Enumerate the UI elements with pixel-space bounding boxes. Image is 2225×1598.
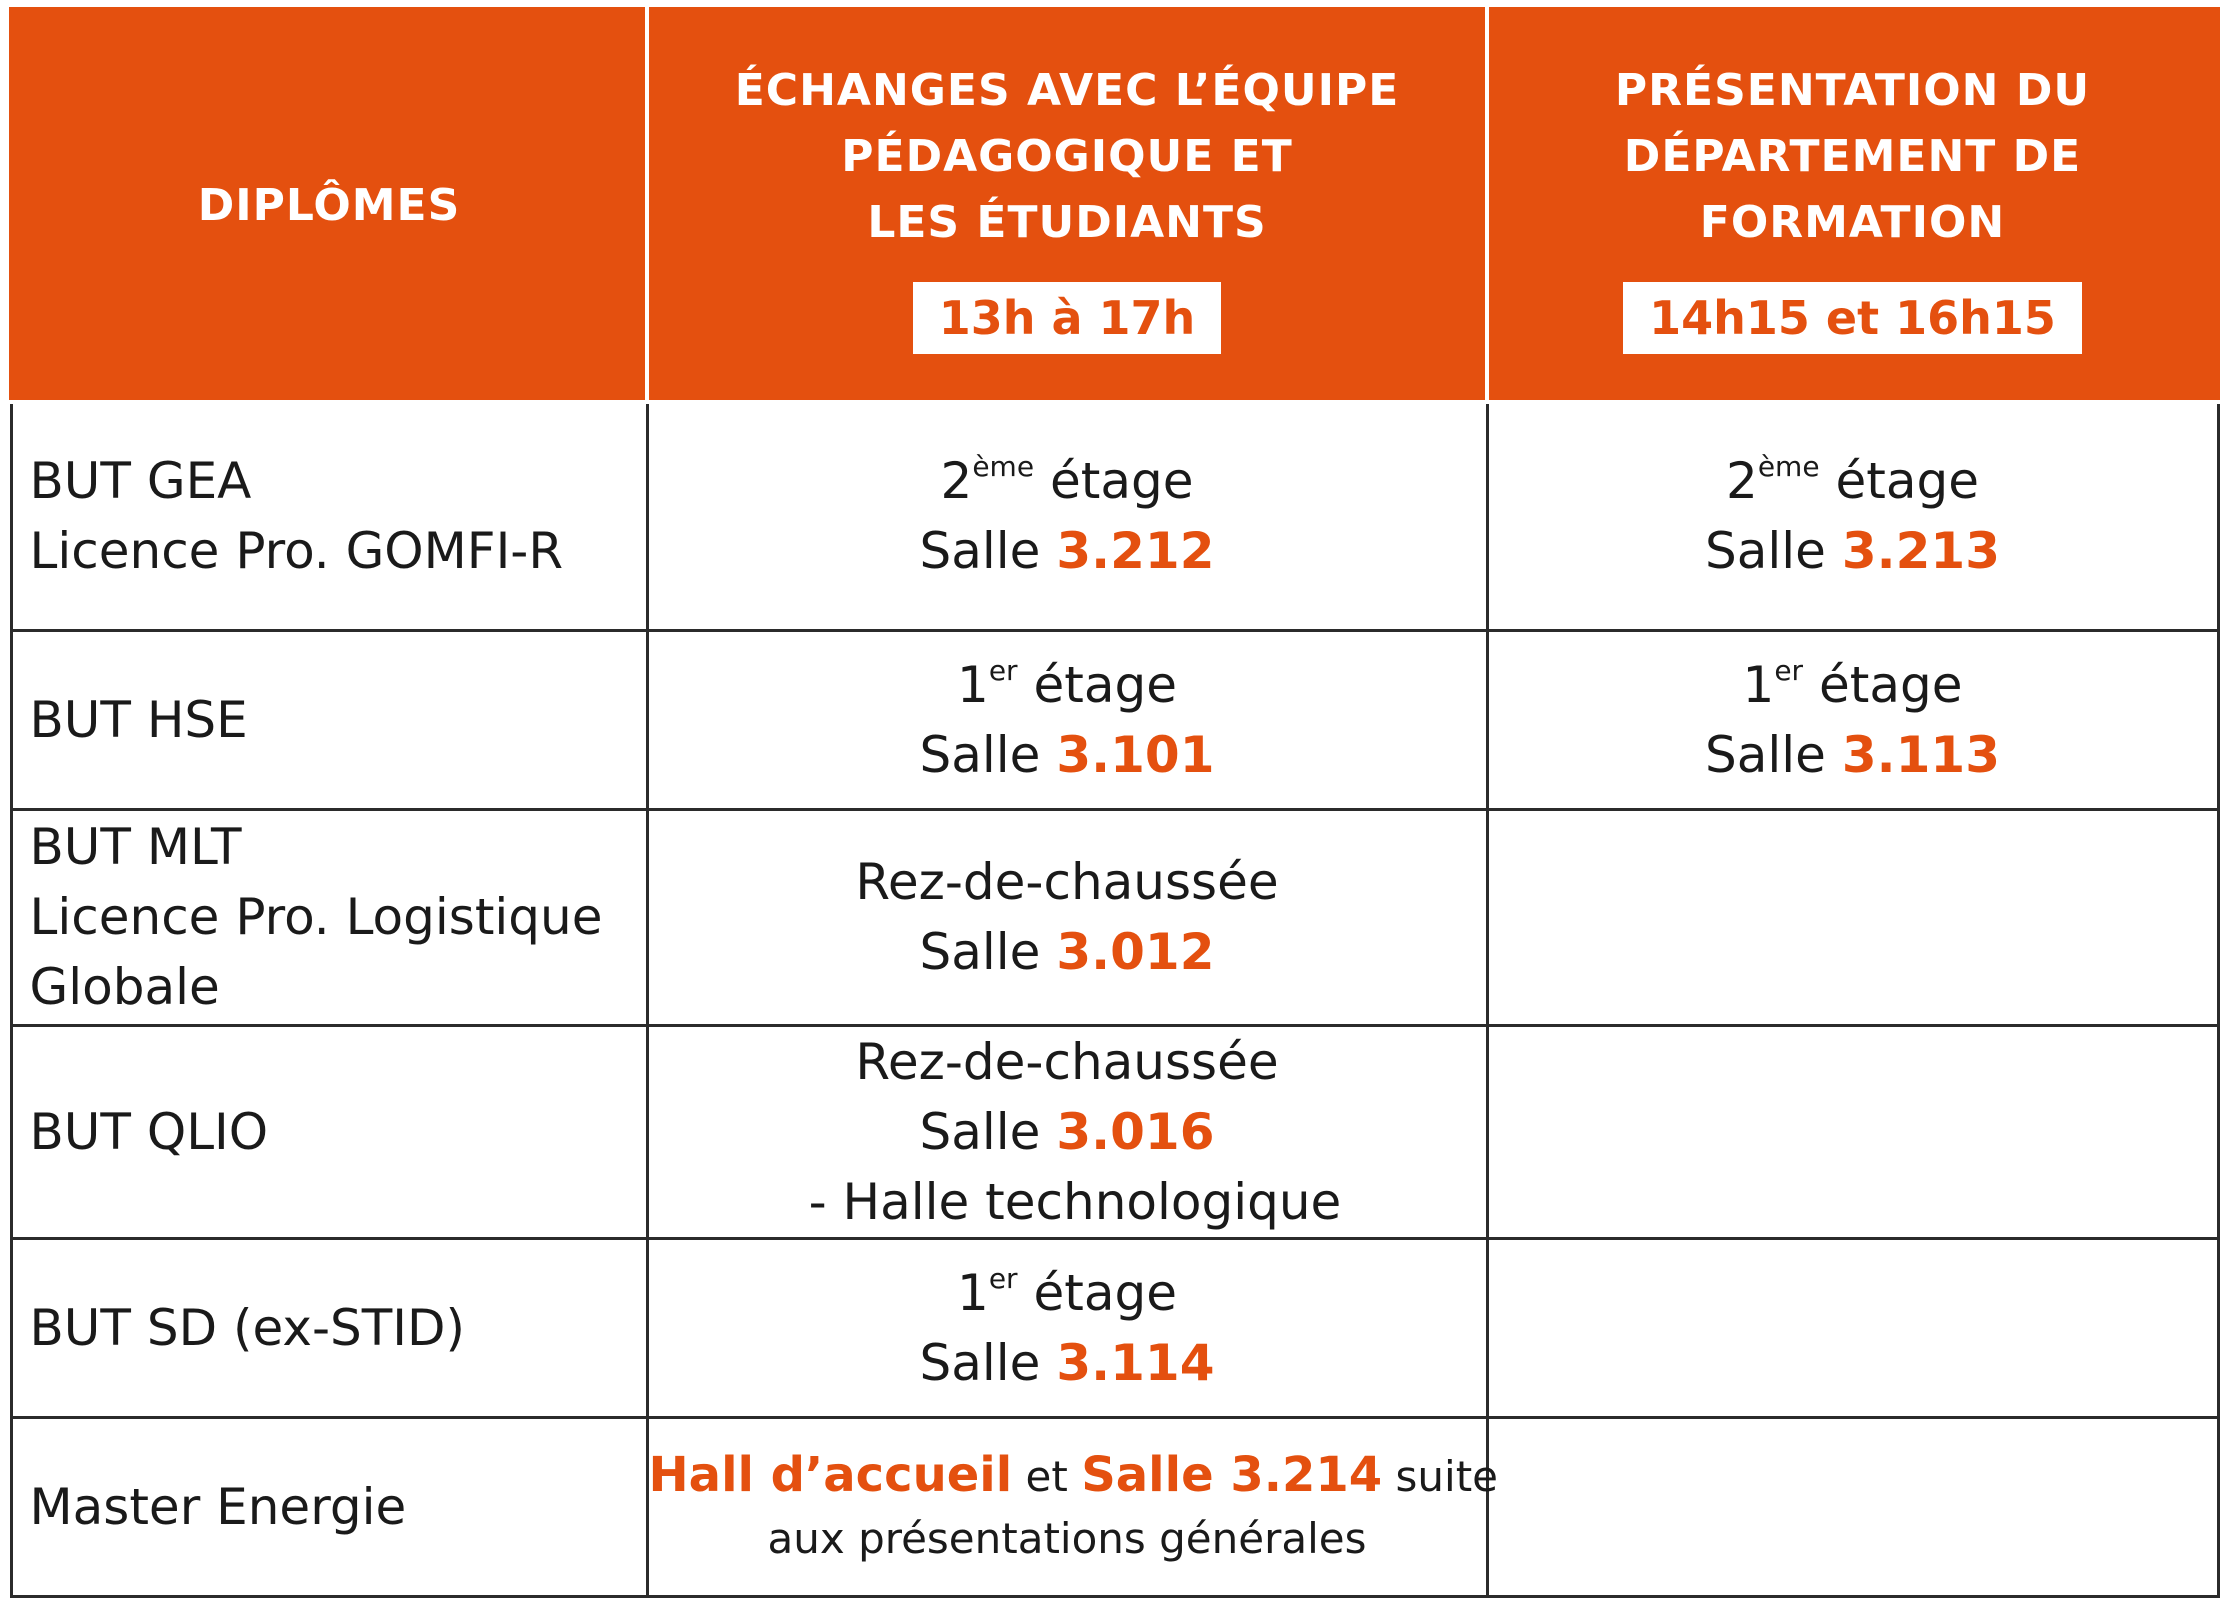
conjunction-text: et [1012, 1451, 1082, 1501]
diploma-line: BUT HSE [29, 690, 248, 749]
room-number: 3.101 [1056, 725, 1215, 784]
location-line [648, 1444, 1499, 1508]
echanges-location-cell [647, 1025, 1487, 1238]
room-line [649, 917, 1486, 987]
presentation-location-cell [1487, 402, 2218, 630]
header-presentation-line3: FORMATION [1699, 196, 2006, 248]
echanges-location-cell [647, 1417, 1499, 1596]
header-echanges [647, 9, 1487, 402]
room-number: 3.114 [1056, 1333, 1215, 1392]
salle-label: Salle [1705, 522, 1826, 581]
echanges-location-cell [647, 630, 1487, 809]
floor-line: Rez-de-chaussée [855, 853, 1279, 911]
floor-word: étage [1818, 655, 1963, 714]
presentation-location-cell-empty [1487, 1417, 2218, 1596]
floor-number: 1 [1742, 655, 1775, 714]
floor-line [649, 446, 1486, 516]
header-presentation-line1: PRÉSENTATION DU [1614, 64, 2091, 116]
diploma-cell [11, 1417, 647, 1596]
header-diplomes-label: DIPLÔMES [197, 179, 461, 231]
floor-number: 2 [1726, 452, 1758, 511]
location-note: aux présentations générales [767, 1513, 1367, 1563]
room-line [1489, 516, 2217, 586]
suffix-text: suite [1382, 1451, 1499, 1501]
presentation-location-cell-empty [1487, 809, 2218, 1025]
room-suffix: - Halle technologique [792, 1172, 1342, 1231]
floor-word: étage [1033, 1263, 1177, 1322]
table-row-but-sd [11, 1238, 2218, 1417]
diploma-line: BUT QLIO [29, 1102, 269, 1161]
hall-accueil-label: Hall d’accueil [648, 1446, 1013, 1503]
floor-line [1489, 446, 2217, 516]
floor-ordinal: er [1774, 653, 1804, 687]
echanges-location-cell [647, 1238, 1487, 1417]
diploma-line: Globale [29, 958, 220, 1016]
diploma-cell [11, 1025, 647, 1238]
floor-line [1489, 650, 2217, 720]
table-row-but-hse [11, 630, 2218, 809]
room-number: 3.016 [1056, 1102, 1215, 1161]
diploma-cell [11, 1238, 647, 1417]
presentation-location-cell-empty [1487, 1025, 2218, 1238]
floor-number: 1 [957, 1263, 989, 1322]
table-row-but-gea [11, 402, 2218, 630]
diploma-line: BUT MLT [29, 818, 242, 876]
header-presentation-time-badge: 14h15 et 16h15 [1623, 282, 2082, 354]
room-number: Salle 3.214 [1081, 1446, 1383, 1503]
salle-label: Salle [919, 522, 1041, 581]
header-diplomes [11, 9, 647, 402]
header-echanges-line1: ÉCHANGES AVEC L’ÉQUIPE [734, 64, 1400, 116]
floor-number: 1 [957, 655, 989, 714]
floor-word: étage [1033, 655, 1177, 714]
diploma-line: BUT SD (ex-STID) [29, 1298, 466, 1357]
room-number: 3.012 [1056, 923, 1215, 981]
floor-word: étage [1049, 452, 1194, 511]
diploma-cell [11, 402, 647, 630]
salle-label: Salle [919, 1333, 1041, 1392]
diploma-line: Master Energie [29, 1477, 407, 1536]
header-presentation [1487, 9, 2218, 402]
floor-word: étage [1835, 452, 1979, 511]
echanges-location-cell [647, 402, 1487, 630]
header-row [11, 9, 2218, 402]
header-echanges-line2: PÉDAGOGIQUE ET [841, 130, 1293, 182]
floor-number: 2 [940, 452, 973, 511]
floor-line [649, 1258, 1486, 1328]
room-line [649, 516, 1486, 586]
presentation-location-cell [1487, 630, 2218, 809]
header-echanges-line3: LES ÉTUDIANTS [867, 196, 1267, 248]
room-line [649, 1097, 1486, 1237]
diploma-cell [11, 809, 647, 1025]
floor-ordinal: ème [972, 450, 1035, 484]
diploma-line: BUT GEA [29, 452, 252, 511]
diploma-line: Licence Pro. Logistique [29, 888, 603, 946]
table-row-but-mlt [11, 809, 2218, 1025]
echanges-location-cell [647, 809, 1487, 1025]
header-echanges-time-badge: 13h à 17h [913, 282, 1222, 354]
room-line [649, 1328, 1486, 1398]
room-number: 3.213 [1841, 522, 2000, 581]
salle-label: Salle [919, 923, 1041, 981]
salle-label: Salle [919, 1102, 1041, 1161]
salle-label: Salle [919, 725, 1041, 784]
schedule-table [9, 7, 2220, 1598]
floor-line [649, 650, 1486, 720]
diploma-cell [11, 630, 647, 809]
floor-ordinal: er [988, 653, 1018, 687]
header-presentation-line2: DÉPARTEMENT DE [1623, 130, 2082, 182]
salle-label: Salle [1705, 725, 1826, 784]
room-line [1489, 720, 2217, 790]
room-number: 3.113 [1841, 725, 2000, 784]
floor-line: Rez-de-chaussée [855, 1032, 1279, 1091]
room-number: 3.212 [1056, 522, 1215, 581]
floor-ordinal: er [988, 1261, 1018, 1295]
table-row-master-energie [11, 1417, 2218, 1596]
floor-ordinal: ème [1757, 450, 1820, 484]
room-line [649, 720, 1486, 790]
diploma-line: Licence Pro. GOMFI-R [29, 522, 564, 581]
table-row-but-qlio [11, 1025, 2218, 1238]
presentation-location-cell-empty [1487, 1238, 2218, 1417]
